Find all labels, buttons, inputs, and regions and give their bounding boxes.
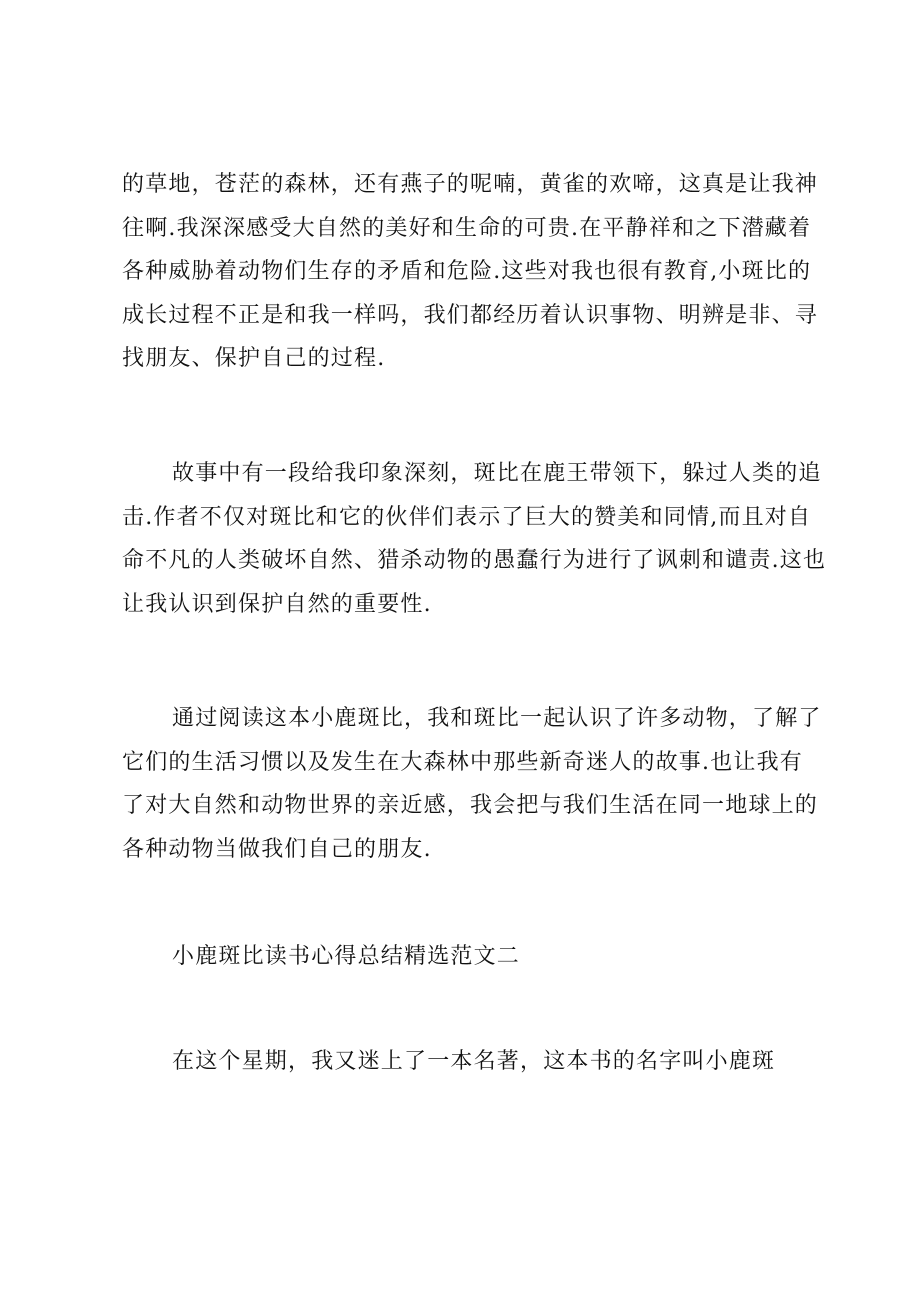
text-line: 了对大自然和动物世界的亲近感，我会把与我们生活在同一地球上的 bbox=[122, 793, 819, 818]
heading-text: 小鹿斑比读书心得总结精选范文二 bbox=[172, 944, 521, 969]
paragraph-2 bbox=[122, 452, 827, 626]
text-line: 各种威胁着动物们生存的矛盾和危险.这些对我也很有教育,小斑比的 bbox=[122, 259, 812, 284]
text-line: 让我认识到保护自然的重要性. bbox=[122, 591, 432, 617]
text-line: 往啊.我深深感受大自然的美好和生命的可贵.在平静祥和之下潜藏着 bbox=[122, 215, 812, 241]
section-heading bbox=[122, 935, 822, 979]
text-line: 故事中有一段给我印象深刻，斑比在鹿王带领下，躲过人类的追 bbox=[172, 461, 822, 486]
text-line: 命不凡的人类破坏自然、猎杀动物的愚蠢行为进行了讽刺和谴责.这也 bbox=[122, 548, 827, 573]
text-line: 击.作者不仅对斑比和它的伙伴们表示了巨大的赞美和同情,而且对自 bbox=[122, 504, 812, 530]
text-line: 找朋友、保护自己的过程. bbox=[122, 346, 386, 371]
paragraph-1 bbox=[122, 163, 822, 381]
text-line: 在这个星期，我又迷上了一本名著，这本书的名字叫小鹿斑 bbox=[172, 1049, 776, 1074]
text-line: 通过阅读这本小鹿斑比，我和斑比一起认识了许多动物，了解了 bbox=[172, 706, 822, 731]
text-line: 的草地，苍茫的森林，还有燕子的呢喃，黄雀的欢啼，这真是让我神 bbox=[122, 172, 819, 197]
text-line: 成长过程不正是和我一样吗，我们都经历着认识事物、明辨是非、寻 bbox=[122, 302, 819, 328]
text-line: 它们的生活习惯以及发生在大森林中那些新奇迷人的故事.也让我有 bbox=[122, 749, 803, 775]
text-line: 各种动物当做我们自己的朋友. bbox=[122, 836, 432, 862]
paragraph-3 bbox=[122, 697, 822, 871]
paragraph-4 bbox=[122, 1040, 822, 1084]
